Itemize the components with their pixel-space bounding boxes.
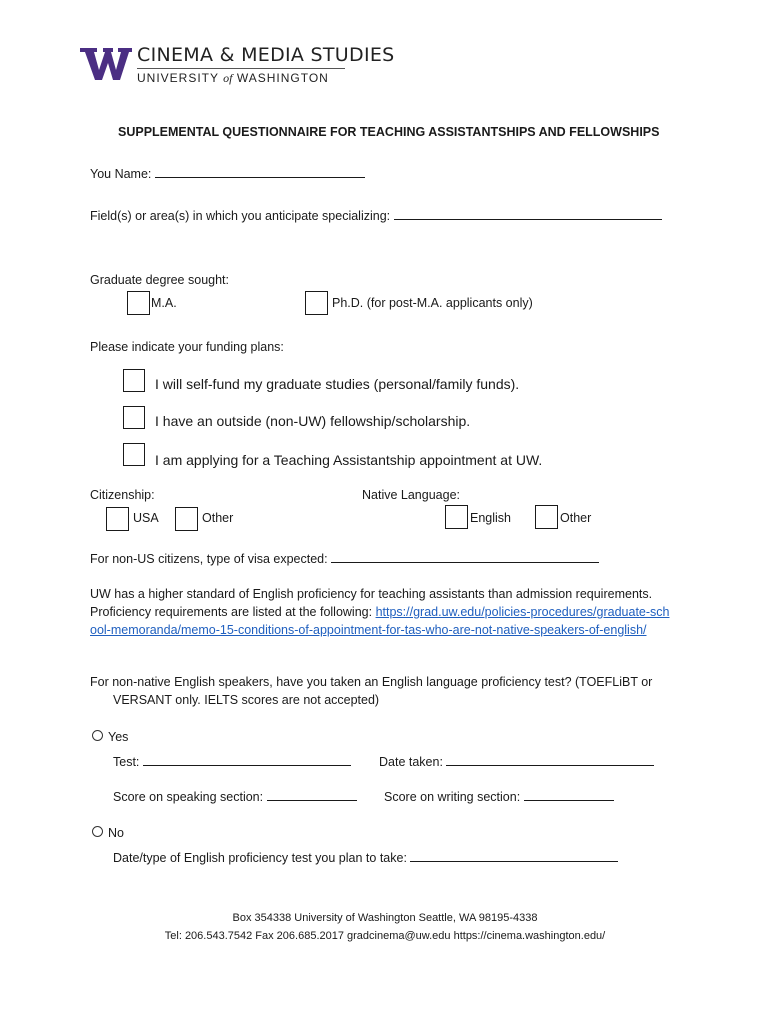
writing-score-row (384, 788, 614, 804)
footer-contact: Tel: 206.543.7542 Fax 206.685.2017 gradcinema@uw.edu https://cinema.washington.edu/ (164, 930, 606, 942)
test-field[interactable] (143, 753, 351, 766)
date-taken-field[interactable] (446, 753, 654, 766)
policy-link[interactable]: https://grad.uw.edu/policies-procedures/graduate-school-memoranda/memo-15-conditions-of-appointment-for-tas-who-are-not-native-speakers-of-english/ (90, 605, 670, 637)
degree-phd-label: Ph.D. (for post-M.A. applicants only) (332, 296, 533, 310)
funding-selffund-label: I will self-fund my graduate studies (personal/family funds). (155, 376, 520, 392)
name-field[interactable] (155, 165, 365, 178)
planned-test-row (113, 849, 618, 865)
funding-outside-checkbox[interactable] (123, 406, 145, 429)
degree-label: Graduate degree sought: (90, 273, 229, 287)
no-radio[interactable] (92, 826, 103, 837)
citizenship-other-checkbox[interactable] (175, 507, 198, 531)
writing-score-field[interactable] (524, 788, 614, 801)
no-option (92, 826, 124, 840)
planned-test-label: Date/type of English proficiency test you plan to take: (113, 851, 407, 865)
page-title: SUPPLEMENTAL QUESTIONNAIRE FOR TEACHING ASSISTANTSHIPS AND FELLOWSHIPS (118, 125, 660, 139)
test-question: For non-native English speakers, have you taken an English language proficiency test? (TOEFLiBT or VERSANT only. IELTS scores are not accepted) (90, 675, 653, 707)
citizenship-label: Citizenship: (90, 488, 155, 502)
citizenship-usa-checkbox[interactable] (106, 507, 129, 531)
test-label: Test: (113, 755, 140, 769)
native-language-label: Native Language: (362, 488, 460, 502)
field-row (90, 207, 662, 223)
logo-university-name: UNIVERSITY of WASHINGTON (137, 71, 329, 85)
date-taken-label: Date taken: (379, 755, 443, 769)
speaking-score-label: Score on speaking section: (113, 790, 264, 804)
no-label: No (108, 826, 124, 840)
degree-phd-checkbox[interactable] (305, 291, 328, 315)
footer-address: Box 354338 University of Washington Seattle, WA 98195-4338 (232, 912, 538, 924)
logo-divider (137, 68, 345, 69)
yes-radio[interactable] (92, 730, 103, 741)
visa-label: For non-US citizens, type of visa expected: (90, 552, 328, 566)
test-row (113, 753, 351, 769)
funding-ta-label: I am applying for a Teaching Assistantship appointment at UW. (155, 452, 543, 468)
funding-selffund-checkbox[interactable] (123, 369, 145, 392)
name-label: You Name: (90, 167, 152, 181)
english-requirement-text: UW has a higher standard of English proficiency for teaching assistants than admission requirements. Proficiency requirements are listed at the following: (90, 587, 653, 619)
speaking-score-field[interactable] (267, 788, 357, 801)
name-row (90, 165, 365, 181)
yes-label: Yes (108, 730, 129, 744)
language-english-checkbox[interactable] (445, 505, 468, 529)
language-other-checkbox[interactable] (535, 505, 558, 529)
writing-score-label: Score on writing section: (384, 790, 521, 804)
specialization-field[interactable] (394, 207, 662, 220)
date-taken-row (379, 753, 654, 769)
funding-ta-checkbox[interactable] (123, 443, 145, 466)
funding-outside-label: I have an outside (non-UW) fellowship/scholarship. (155, 413, 471, 429)
language-english-label: English (470, 511, 511, 525)
visa-field[interactable] (331, 550, 599, 563)
english-requirement-paragraph (90, 585, 675, 639)
funding-label: Please indicate your funding plans: (90, 340, 284, 354)
visa-row (90, 550, 599, 566)
logo-department-name: CINEMA & MEDIA STUDIES (137, 44, 395, 66)
speaking-score-row (113, 788, 357, 804)
uw-w-logo (80, 46, 132, 82)
planned-test-field[interactable] (410, 849, 618, 862)
citizenship-other-label: Other (202, 511, 234, 525)
field-label: Field(s) or area(s) in which you anticipate specializing: (90, 209, 391, 223)
degree-ma-label: M.A. (151, 296, 177, 310)
citizenship-usa-label: USA (133, 511, 159, 525)
language-other-label: Other (560, 511, 592, 525)
degree-ma-checkbox[interactable] (127, 291, 150, 315)
yes-option (92, 730, 128, 744)
